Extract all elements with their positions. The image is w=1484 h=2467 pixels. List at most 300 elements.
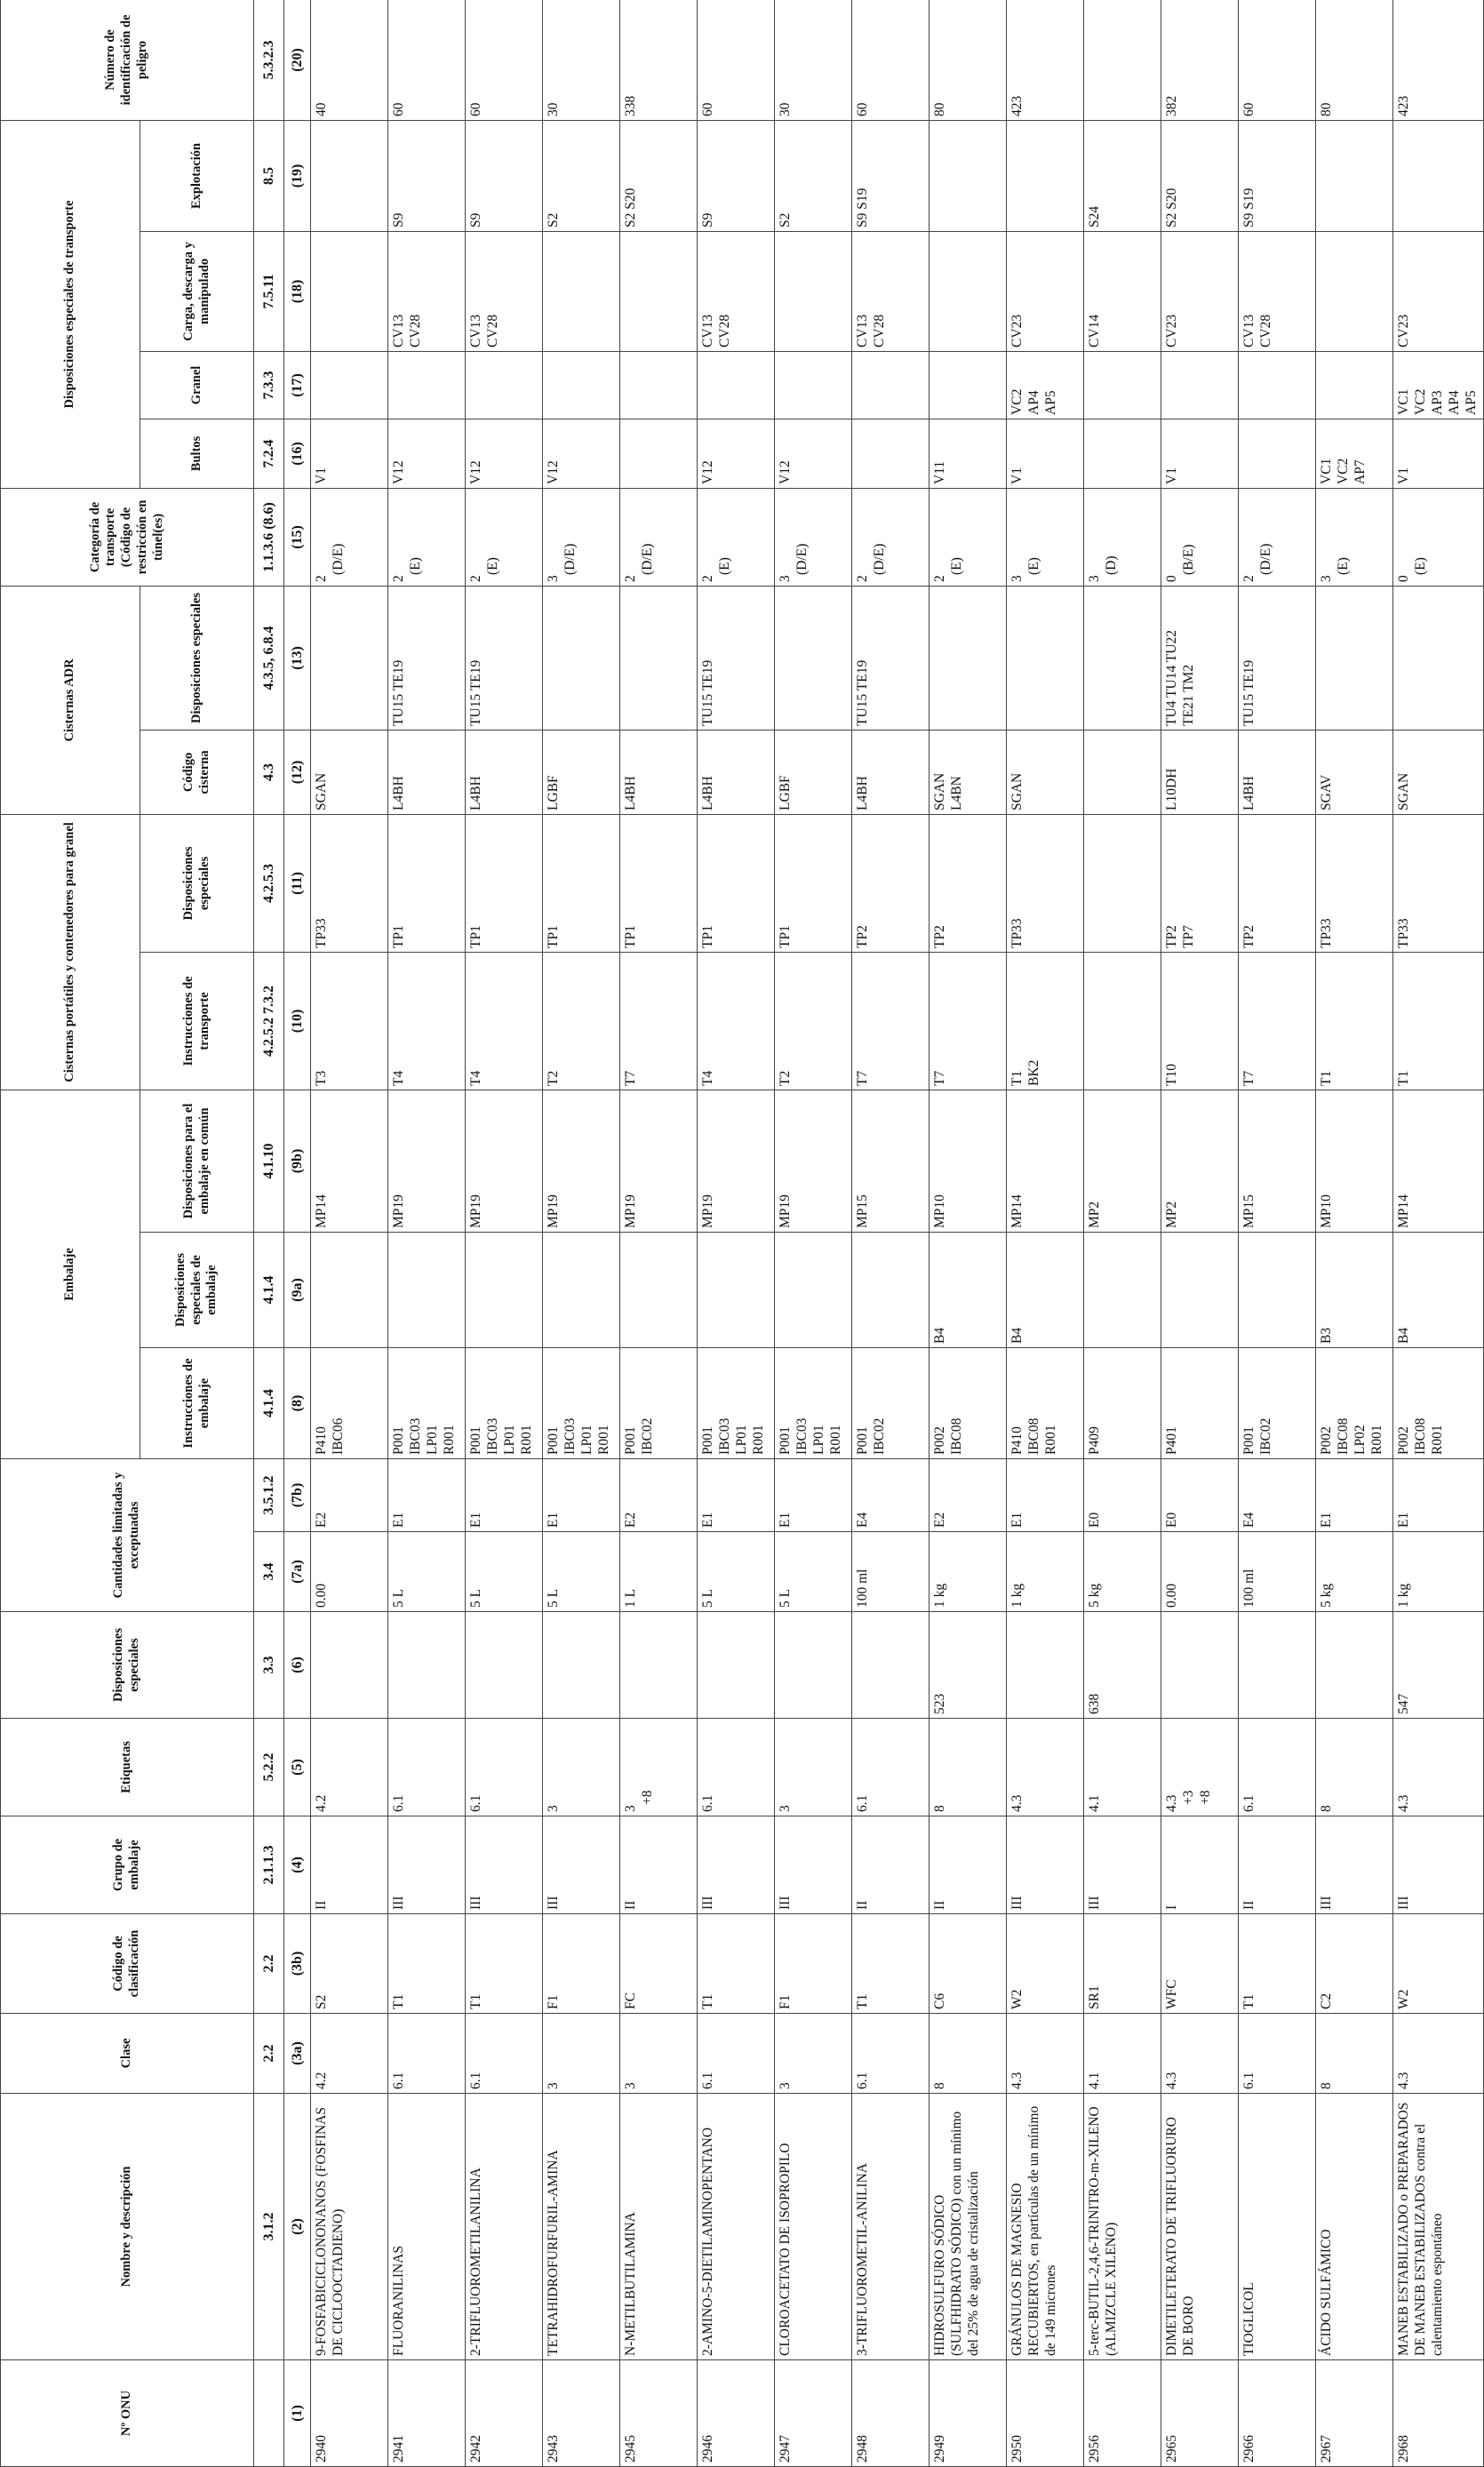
cell-bultos: V1 bbox=[1161, 419, 1239, 488]
cell-cist: SGAN bbox=[1007, 730, 1084, 814]
cell-cant-b: E1 bbox=[1007, 1459, 1084, 1532]
cell-grupo: II bbox=[620, 1816, 698, 1914]
cell-codigo: W2 bbox=[1007, 1914, 1084, 2014]
cell-bultos: V12 bbox=[388, 419, 466, 488]
cell-bultos bbox=[1084, 419, 1161, 488]
cell-tp: TP1 bbox=[466, 814, 543, 952]
cell-cant-a: 0.00 bbox=[311, 1532, 388, 1612]
cell-nombre: TETRAHIDROFURFURIL-AMINA bbox=[543, 2094, 620, 2360]
cell-clase: 4.3 bbox=[1393, 2014, 1484, 2094]
cell-esp bbox=[1316, 1612, 1393, 1719]
cell-cat: 3 (D) bbox=[1084, 488, 1161, 586]
cell-expl: S2 bbox=[775, 120, 852, 231]
cell-onu: 2946 bbox=[698, 2360, 775, 2467]
cell-instr: P409 bbox=[1084, 1348, 1161, 1459]
cell-tp: TP33 bbox=[1007, 814, 1084, 952]
cell-cat: 2 (E) bbox=[698, 488, 775, 586]
cell-cist-esp: TU15 TE19 bbox=[1239, 586, 1316, 730]
cell-cist-esp bbox=[311, 586, 388, 730]
cell-cist: SGAN bbox=[1393, 730, 1484, 814]
column-number-cell: (10) bbox=[284, 952, 311, 1090]
column-number-cell: (19) bbox=[284, 120, 311, 231]
cell-onu: 2943 bbox=[543, 2360, 620, 2467]
cell-codigo: SR1 bbox=[1084, 1914, 1161, 2014]
cell-onu: 2947 bbox=[775, 2360, 852, 2467]
table-row bbox=[775, 0, 852, 2467]
cell-onu: 2967 bbox=[1316, 2360, 1393, 2467]
cell-cist-esp bbox=[1007, 586, 1084, 730]
cell-grupo: III bbox=[1316, 1816, 1393, 1914]
cell-pel: 60 bbox=[388, 0, 466, 120]
cell-cat: 0 (E) bbox=[1393, 488, 1484, 586]
cell-pel: 423 bbox=[1007, 0, 1084, 120]
table-row bbox=[543, 0, 620, 2467]
cell-transp: T7 bbox=[1239, 952, 1316, 1090]
cell-clase: 3 bbox=[620, 2014, 698, 2094]
cell-cist: L4BH bbox=[388, 730, 466, 814]
cell-cant-a: 5 kg bbox=[1316, 1532, 1393, 1612]
column-number-cell: (4) bbox=[284, 1816, 311, 1914]
cell-transp: T4 bbox=[388, 952, 466, 1090]
cell-codigo: C2 bbox=[1316, 1914, 1393, 2014]
cell-cant-a: 100 ml bbox=[852, 1532, 929, 1612]
table-row bbox=[1239, 0, 1316, 2467]
cell-cant-a: 1 L bbox=[620, 1532, 698, 1612]
cell-etiquetas: 6.1 bbox=[852, 1719, 929, 1816]
reference-cell: 5.3.2.3 bbox=[254, 0, 284, 120]
cell-carga bbox=[1316, 231, 1393, 351]
cell-carga: CV13 CV28 bbox=[852, 231, 929, 351]
cell-etiquetas: 4.2 bbox=[311, 1719, 388, 1816]
cell-emb-esp bbox=[698, 1233, 775, 1348]
cell-transp: T1 bbox=[1393, 952, 1484, 1090]
cell-emb-esp: B4 bbox=[1393, 1233, 1484, 1348]
reference-cell: 2.2 bbox=[254, 1914, 284, 2014]
header-clase: Clase bbox=[1, 2014, 254, 2094]
cell-onu: 2949 bbox=[929, 2360, 1007, 2467]
cell-cist-esp bbox=[1084, 586, 1161, 730]
cell-pel: 80 bbox=[1316, 0, 1393, 120]
cell-expl: S2 S20 bbox=[1161, 120, 1239, 231]
cell-instr: P001 IBC02 bbox=[852, 1348, 929, 1459]
cell-cist: L4BH bbox=[466, 730, 543, 814]
cell-clase: 3 bbox=[775, 2014, 852, 2094]
reference-cell: 4.1.4 bbox=[254, 1348, 284, 1459]
cell-instr: P001 IBC03 LP01 R001 bbox=[775, 1348, 852, 1459]
cell-codigo: C6 bbox=[929, 1914, 1007, 2014]
cell-instr: P001 IBC03 LP01 R001 bbox=[388, 1348, 466, 1459]
column-number-cell: (11) bbox=[284, 814, 311, 952]
column-number-cell: (20) bbox=[284, 0, 311, 120]
reference-cell: 3.1.2 bbox=[254, 2094, 284, 2360]
cell-transp: T1 bbox=[1316, 952, 1393, 1090]
cell-granel bbox=[543, 351, 620, 419]
table-row bbox=[1316, 0, 1393, 2467]
cell-emb-esp: B3 bbox=[1316, 1233, 1393, 1348]
cell-etiquetas: 8 bbox=[929, 1719, 1007, 1816]
cell-tp bbox=[1084, 814, 1161, 952]
cell-cist-esp: TU15 TE19 bbox=[698, 586, 775, 730]
cell-grupo: III bbox=[775, 1816, 852, 1914]
cell-cat: 3 (D/E) bbox=[543, 488, 620, 586]
cell-cant-b: E1 bbox=[1393, 1459, 1484, 1532]
cell-carga: CV14 bbox=[1084, 231, 1161, 351]
cell-cist: L4BH bbox=[1239, 730, 1316, 814]
cell-pel: 80 bbox=[929, 0, 1007, 120]
cell-cist: L10DH bbox=[1161, 730, 1239, 814]
cell-nombre: 9-FOSFABICICLONONANOS (FOSFINAS DE CICLOOCTADIENO) bbox=[311, 2094, 388, 2360]
header-granel: Granel bbox=[140, 351, 254, 419]
cell-pel: 40 bbox=[311, 0, 388, 120]
cell-pel: 60 bbox=[698, 0, 775, 120]
cell-grupo: III bbox=[543, 1816, 620, 1914]
cell-clase: 6.1 bbox=[698, 2014, 775, 2094]
column-number-cell: (9a) bbox=[284, 1233, 311, 1348]
cell-grupo: II bbox=[852, 1816, 929, 1914]
cell-grupo: III bbox=[1007, 1816, 1084, 1914]
cell-carga bbox=[775, 231, 852, 351]
cell-grupo: III bbox=[698, 1816, 775, 1914]
cell-nombre: 3-TRIFLUOROMETIL-ANILINA bbox=[852, 2094, 929, 2360]
cell-bultos: V12 bbox=[466, 419, 543, 488]
cell-emb-esp: B4 bbox=[929, 1233, 1007, 1348]
cell-comun: MP15 bbox=[1239, 1090, 1316, 1232]
cell-onu: 2940 bbox=[311, 2360, 388, 2467]
column-number-cell: (3b) bbox=[284, 1914, 311, 2014]
cell-esp: 547 bbox=[1393, 1612, 1484, 1719]
column-number-cell: (1) bbox=[284, 2360, 311, 2467]
cell-esp bbox=[1239, 1612, 1316, 1719]
cell-bultos: V1 bbox=[1393, 419, 1484, 488]
header-cantidades: Cantidades limitadas y exceptuadas bbox=[1, 1459, 254, 1612]
header-instr-embalaje: Instrucciones de embalaje bbox=[140, 1348, 254, 1459]
cell-codigo: W2 bbox=[1393, 1914, 1484, 2014]
header-disp-transporte: Disposiciones especiales de transporte bbox=[1, 120, 140, 488]
cell-cat: 2 (D/E) bbox=[1239, 488, 1316, 586]
cell-nombre: ÁCIDO SULFÁMICO bbox=[1316, 2094, 1393, 2360]
header-grupo: Grupo de embalaje bbox=[1, 1816, 254, 1914]
cell-granel bbox=[1239, 351, 1316, 419]
column-number-cell: (6) bbox=[284, 1612, 311, 1719]
cell-cist-esp bbox=[543, 586, 620, 730]
cell-bultos bbox=[620, 419, 698, 488]
cell-cist: LGBF bbox=[543, 730, 620, 814]
cell-etiquetas: 4.3 bbox=[1007, 1719, 1084, 1816]
cell-cant-b: E0 bbox=[1084, 1459, 1161, 1532]
cell-comun: MP19 bbox=[466, 1090, 543, 1232]
cell-instr: P001 IBC02 bbox=[1239, 1348, 1316, 1459]
cell-expl: S9 S19 bbox=[1239, 120, 1316, 231]
header-carga: Carga, descarga y manipulado bbox=[140, 231, 254, 351]
cell-esp bbox=[698, 1612, 775, 1719]
cell-tp: TP33 bbox=[1393, 814, 1484, 952]
column-number-cell: (15) bbox=[284, 488, 311, 586]
cell-carga: CV13 CV28 bbox=[388, 231, 466, 351]
cell-cant-a: 0.00 bbox=[1161, 1532, 1239, 1612]
cell-tp: TP33 bbox=[311, 814, 388, 952]
cell-instr: P002 IBC08 bbox=[929, 1348, 1007, 1459]
cell-comun: MP19 bbox=[543, 1090, 620, 1232]
cell-cant-a: 5 L bbox=[775, 1532, 852, 1612]
cell-cant-b: E1 bbox=[466, 1459, 543, 1532]
cell-cist-esp: TU15 TE19 bbox=[388, 586, 466, 730]
cell-cant-b: E1 bbox=[1316, 1459, 1393, 1532]
cell-emb-esp bbox=[1239, 1233, 1316, 1348]
header-explotacion: Explotación bbox=[140, 120, 254, 231]
cell-etiquetas: 6.1 bbox=[698, 1719, 775, 1816]
cell-granel: VC2 AP4 AP5 bbox=[1007, 351, 1084, 419]
cell-comun: MP2 bbox=[1084, 1090, 1161, 1232]
cell-instr: P410 IBC06 bbox=[311, 1348, 388, 1459]
cell-cant-a: 100 ml bbox=[1239, 1532, 1316, 1612]
header-cisternas-adr: Cisternas ADR bbox=[1, 586, 140, 814]
cell-comun: MP10 bbox=[929, 1090, 1007, 1232]
column-number-cell: (3a) bbox=[284, 2014, 311, 2094]
cell-grupo: I bbox=[1161, 1816, 1239, 1914]
cell-pel: 30 bbox=[543, 0, 620, 120]
cell-onu: 2945 bbox=[620, 2360, 698, 2467]
cell-cat: 2 (D/E) bbox=[852, 488, 929, 586]
cell-pel: 423 bbox=[1393, 0, 1484, 120]
cell-pel: 60 bbox=[466, 0, 543, 120]
cell-pel: 382 bbox=[1161, 0, 1239, 120]
cell-instr: P001 IBC03 LP01 R001 bbox=[466, 1348, 543, 1459]
cell-clase: 4.1 bbox=[1084, 2014, 1161, 2094]
cell-cist-esp bbox=[929, 586, 1007, 730]
cell-expl bbox=[1007, 120, 1084, 231]
cell-cant-b: E1 bbox=[388, 1459, 466, 1532]
reference-cell: 4.3 bbox=[254, 730, 284, 814]
cell-nombre: TIOGLICOL bbox=[1239, 2094, 1316, 2360]
cell-expl bbox=[1393, 120, 1484, 231]
cell-clase: 6.1 bbox=[388, 2014, 466, 2094]
cell-cant-b: E2 bbox=[929, 1459, 1007, 1532]
cell-codigo: FC bbox=[620, 1914, 698, 2014]
cell-cant-a: 5 L bbox=[466, 1532, 543, 1612]
cell-grupo: III bbox=[1084, 1816, 1161, 1914]
cell-expl: S9 bbox=[698, 120, 775, 231]
cell-cant-a: 5 L bbox=[388, 1532, 466, 1612]
cell-instr: P002 IBC08 LP02 R001 bbox=[1316, 1348, 1393, 1459]
cell-emb-esp bbox=[1161, 1233, 1239, 1348]
cell-codigo: S2 bbox=[311, 1914, 388, 2014]
cell-clase: 3 bbox=[543, 2014, 620, 2094]
cell-emb-esp bbox=[1084, 1233, 1161, 1348]
cell-esp bbox=[852, 1612, 929, 1719]
cell-transp: T4 bbox=[466, 952, 543, 1090]
reference-cell: 7.2.4 bbox=[254, 419, 284, 488]
cell-esp bbox=[388, 1612, 466, 1719]
cell-etiquetas: 3 bbox=[775, 1719, 852, 1816]
cell-comun: MP15 bbox=[852, 1090, 929, 1232]
cell-nombre: HIDROSULFURO SÓDICO (SULFHIDRATO SÓDICO) con un mínimo del 25% de agua de cristalización bbox=[929, 2094, 1007, 2360]
cell-codigo: F1 bbox=[775, 1914, 852, 2014]
header-bultos: Bultos bbox=[140, 419, 254, 488]
table-row bbox=[1007, 0, 1084, 2467]
table-row bbox=[620, 0, 698, 2467]
cell-pel bbox=[1084, 0, 1161, 120]
column-number-cell: (12) bbox=[284, 730, 311, 814]
reference-cell: 4.1.4 bbox=[254, 1233, 284, 1348]
cell-nombre: 2-TRIFLUOROMETILANILINA bbox=[466, 2094, 543, 2360]
cell-cist: L4BH bbox=[852, 730, 929, 814]
cell-cat: 0 (B/E) bbox=[1161, 488, 1239, 586]
cell-comun: MP10 bbox=[1316, 1090, 1393, 1232]
cell-grupo: II bbox=[1239, 1816, 1316, 1914]
cell-etiquetas: 6.1 bbox=[466, 1719, 543, 1816]
cell-granel bbox=[1084, 351, 1161, 419]
cell-tp: TP33 bbox=[1316, 814, 1393, 952]
table-row bbox=[698, 0, 775, 2467]
cell-cat: 3 (E) bbox=[1316, 488, 1393, 586]
header-codigo: Código de clasificación bbox=[1, 1914, 254, 2014]
cell-onu: 2941 bbox=[388, 2360, 466, 2467]
cell-carga: CV13 CV28 bbox=[466, 231, 543, 351]
cell-cist: SGAN L4BN bbox=[929, 730, 1007, 814]
cell-tp: TP1 bbox=[543, 814, 620, 952]
cell-codigo: T1 bbox=[1239, 1914, 1316, 2014]
cell-etiquetas: 3 bbox=[543, 1719, 620, 1816]
cell-etiquetas: 4.1 bbox=[1084, 1719, 1161, 1816]
cell-onu: 2948 bbox=[852, 2360, 929, 2467]
cell-cist-esp: TU15 TE19 bbox=[852, 586, 929, 730]
cell-comun: MP14 bbox=[1393, 1090, 1484, 1232]
table-body bbox=[311, 0, 1484, 2467]
cell-carga: CV23 bbox=[1007, 231, 1084, 351]
cell-etiquetas: 6.1 bbox=[1239, 1719, 1316, 1816]
header-disp-embalaje-comun: Disposiciones para el embalaje en común bbox=[140, 1090, 254, 1232]
cell-cist-esp bbox=[1393, 586, 1484, 730]
table-row bbox=[1161, 0, 1239, 2467]
cell-codigo: T1 bbox=[698, 1914, 775, 2014]
cell-instr: P002 IBC08 R001 bbox=[1393, 1348, 1484, 1459]
cell-tp: TP1 bbox=[775, 814, 852, 952]
cell-grupo: III bbox=[1393, 1816, 1484, 1914]
table-row bbox=[466, 0, 543, 2467]
cell-cat: 3 (D/E) bbox=[775, 488, 852, 586]
cell-expl: S2 bbox=[543, 120, 620, 231]
cell-clase: 4.2 bbox=[311, 2014, 388, 2094]
table-row bbox=[388, 0, 466, 2467]
cell-tp: TP2 bbox=[852, 814, 929, 952]
cell-cist: L4BH bbox=[620, 730, 698, 814]
cell-onu: 2966 bbox=[1239, 2360, 1316, 2467]
cell-onu: 2950 bbox=[1007, 2360, 1084, 2467]
cell-granel bbox=[698, 351, 775, 419]
header-codigo-cisterna: Código cisterna bbox=[140, 730, 254, 814]
cell-onu: 2956 bbox=[1084, 2360, 1161, 2467]
column-number-cell: (8) bbox=[284, 1348, 311, 1459]
cell-clase: 8 bbox=[929, 2014, 1007, 2094]
cell-carga: CV13 CV28 bbox=[698, 231, 775, 351]
reference-cell: 3.3 bbox=[254, 1612, 284, 1719]
cell-transp: T7 bbox=[929, 952, 1007, 1090]
cell-etiquetas: 6.1 bbox=[388, 1719, 466, 1816]
reference-cell: 2.2 bbox=[254, 2014, 284, 2094]
cell-comun: MP2 bbox=[1161, 1090, 1239, 1232]
cell-carga bbox=[929, 231, 1007, 351]
cell-cist: SGAN bbox=[311, 730, 388, 814]
cell-esp bbox=[543, 1612, 620, 1719]
cell-clase: 6.1 bbox=[466, 2014, 543, 2094]
cell-instr: P410 IBC08 R001 bbox=[1007, 1348, 1084, 1459]
cell-transp bbox=[1084, 952, 1161, 1090]
column-number-cell: (5) bbox=[284, 1719, 311, 1816]
cell-cist-esp bbox=[775, 586, 852, 730]
reference-cell: 7.3.3 bbox=[254, 351, 284, 419]
reference-cell: 3.4 bbox=[254, 1532, 284, 1612]
cell-carga bbox=[311, 231, 388, 351]
cell-cant-a: 5 L bbox=[698, 1532, 775, 1612]
cell-cat: 3 (E) bbox=[1007, 488, 1084, 586]
cell-pel: 60 bbox=[1239, 0, 1316, 120]
cell-grupo: III bbox=[388, 1816, 466, 1914]
cell-emb-esp bbox=[466, 1233, 543, 1348]
cell-esp bbox=[311, 1612, 388, 1719]
cell-cant-a: 1 kg bbox=[929, 1532, 1007, 1612]
cell-instr: P001 IBC03 LP01 R001 bbox=[698, 1348, 775, 1459]
header-embalaje: Embalaje bbox=[1, 1090, 140, 1458]
cell-cant-b: E1 bbox=[543, 1459, 620, 1532]
cell-cist bbox=[1084, 730, 1161, 814]
cell-pel: 30 bbox=[775, 0, 852, 120]
cell-tp: TP1 bbox=[698, 814, 775, 952]
reference-cell bbox=[254, 2360, 284, 2467]
reference-cell: 2.1.1.3 bbox=[254, 1816, 284, 1914]
cell-expl: S9 S19 bbox=[852, 120, 929, 231]
cell-transp: T2 bbox=[543, 952, 620, 1090]
cell-emb-esp bbox=[311, 1233, 388, 1348]
header-disp-esp-embalaje: Disposiciones especiales de embalaje bbox=[140, 1233, 254, 1348]
cell-clase: 6.1 bbox=[1239, 2014, 1316, 2094]
cell-esp bbox=[1161, 1612, 1239, 1719]
cell-tp: TP1 bbox=[388, 814, 466, 952]
cell-emb-esp bbox=[543, 1233, 620, 1348]
cell-expl: S9 bbox=[466, 120, 543, 231]
cell-cant-b: E2 bbox=[620, 1459, 698, 1532]
cell-expl: S24 bbox=[1084, 120, 1161, 231]
cell-transp: T7 bbox=[852, 952, 929, 1090]
cell-codigo: T1 bbox=[466, 1914, 543, 2014]
cell-cant-b: E1 bbox=[698, 1459, 775, 1532]
cell-tp: TP2 bbox=[1239, 814, 1316, 952]
cell-cant-b: E2 bbox=[311, 1459, 388, 1532]
cell-cant-a: 1 kg bbox=[1007, 1532, 1084, 1612]
header-disp-especiales: Disposiciones especiales bbox=[1, 1612, 254, 1719]
cell-tp: TP1 bbox=[620, 814, 698, 952]
cell-bultos: V11 bbox=[929, 419, 1007, 488]
cell-expl: S9 bbox=[388, 120, 466, 231]
cell-expl: S2 S20 bbox=[620, 120, 698, 231]
table-row bbox=[852, 0, 929, 2467]
cell-instr: P001 IBC02 bbox=[620, 1348, 698, 1459]
cell-cist: SGAV bbox=[1316, 730, 1393, 814]
cell-tp: TP2 TP7 bbox=[1161, 814, 1239, 952]
cell-expl bbox=[311, 120, 388, 231]
cell-esp: 523 bbox=[929, 1612, 1007, 1719]
cell-onu: 2942 bbox=[466, 2360, 543, 2467]
cell-grupo: II bbox=[311, 1816, 388, 1914]
cell-transp: T2 bbox=[775, 952, 852, 1090]
cell-cist-esp bbox=[620, 586, 698, 730]
cell-codigo: F1 bbox=[543, 1914, 620, 2014]
cell-granel bbox=[466, 351, 543, 419]
column-number-row bbox=[284, 0, 311, 2467]
cell-comun: MP19 bbox=[698, 1090, 775, 1232]
cell-granel bbox=[1161, 351, 1239, 419]
cell-emb-esp bbox=[775, 1233, 852, 1348]
reference-row bbox=[254, 0, 284, 2467]
